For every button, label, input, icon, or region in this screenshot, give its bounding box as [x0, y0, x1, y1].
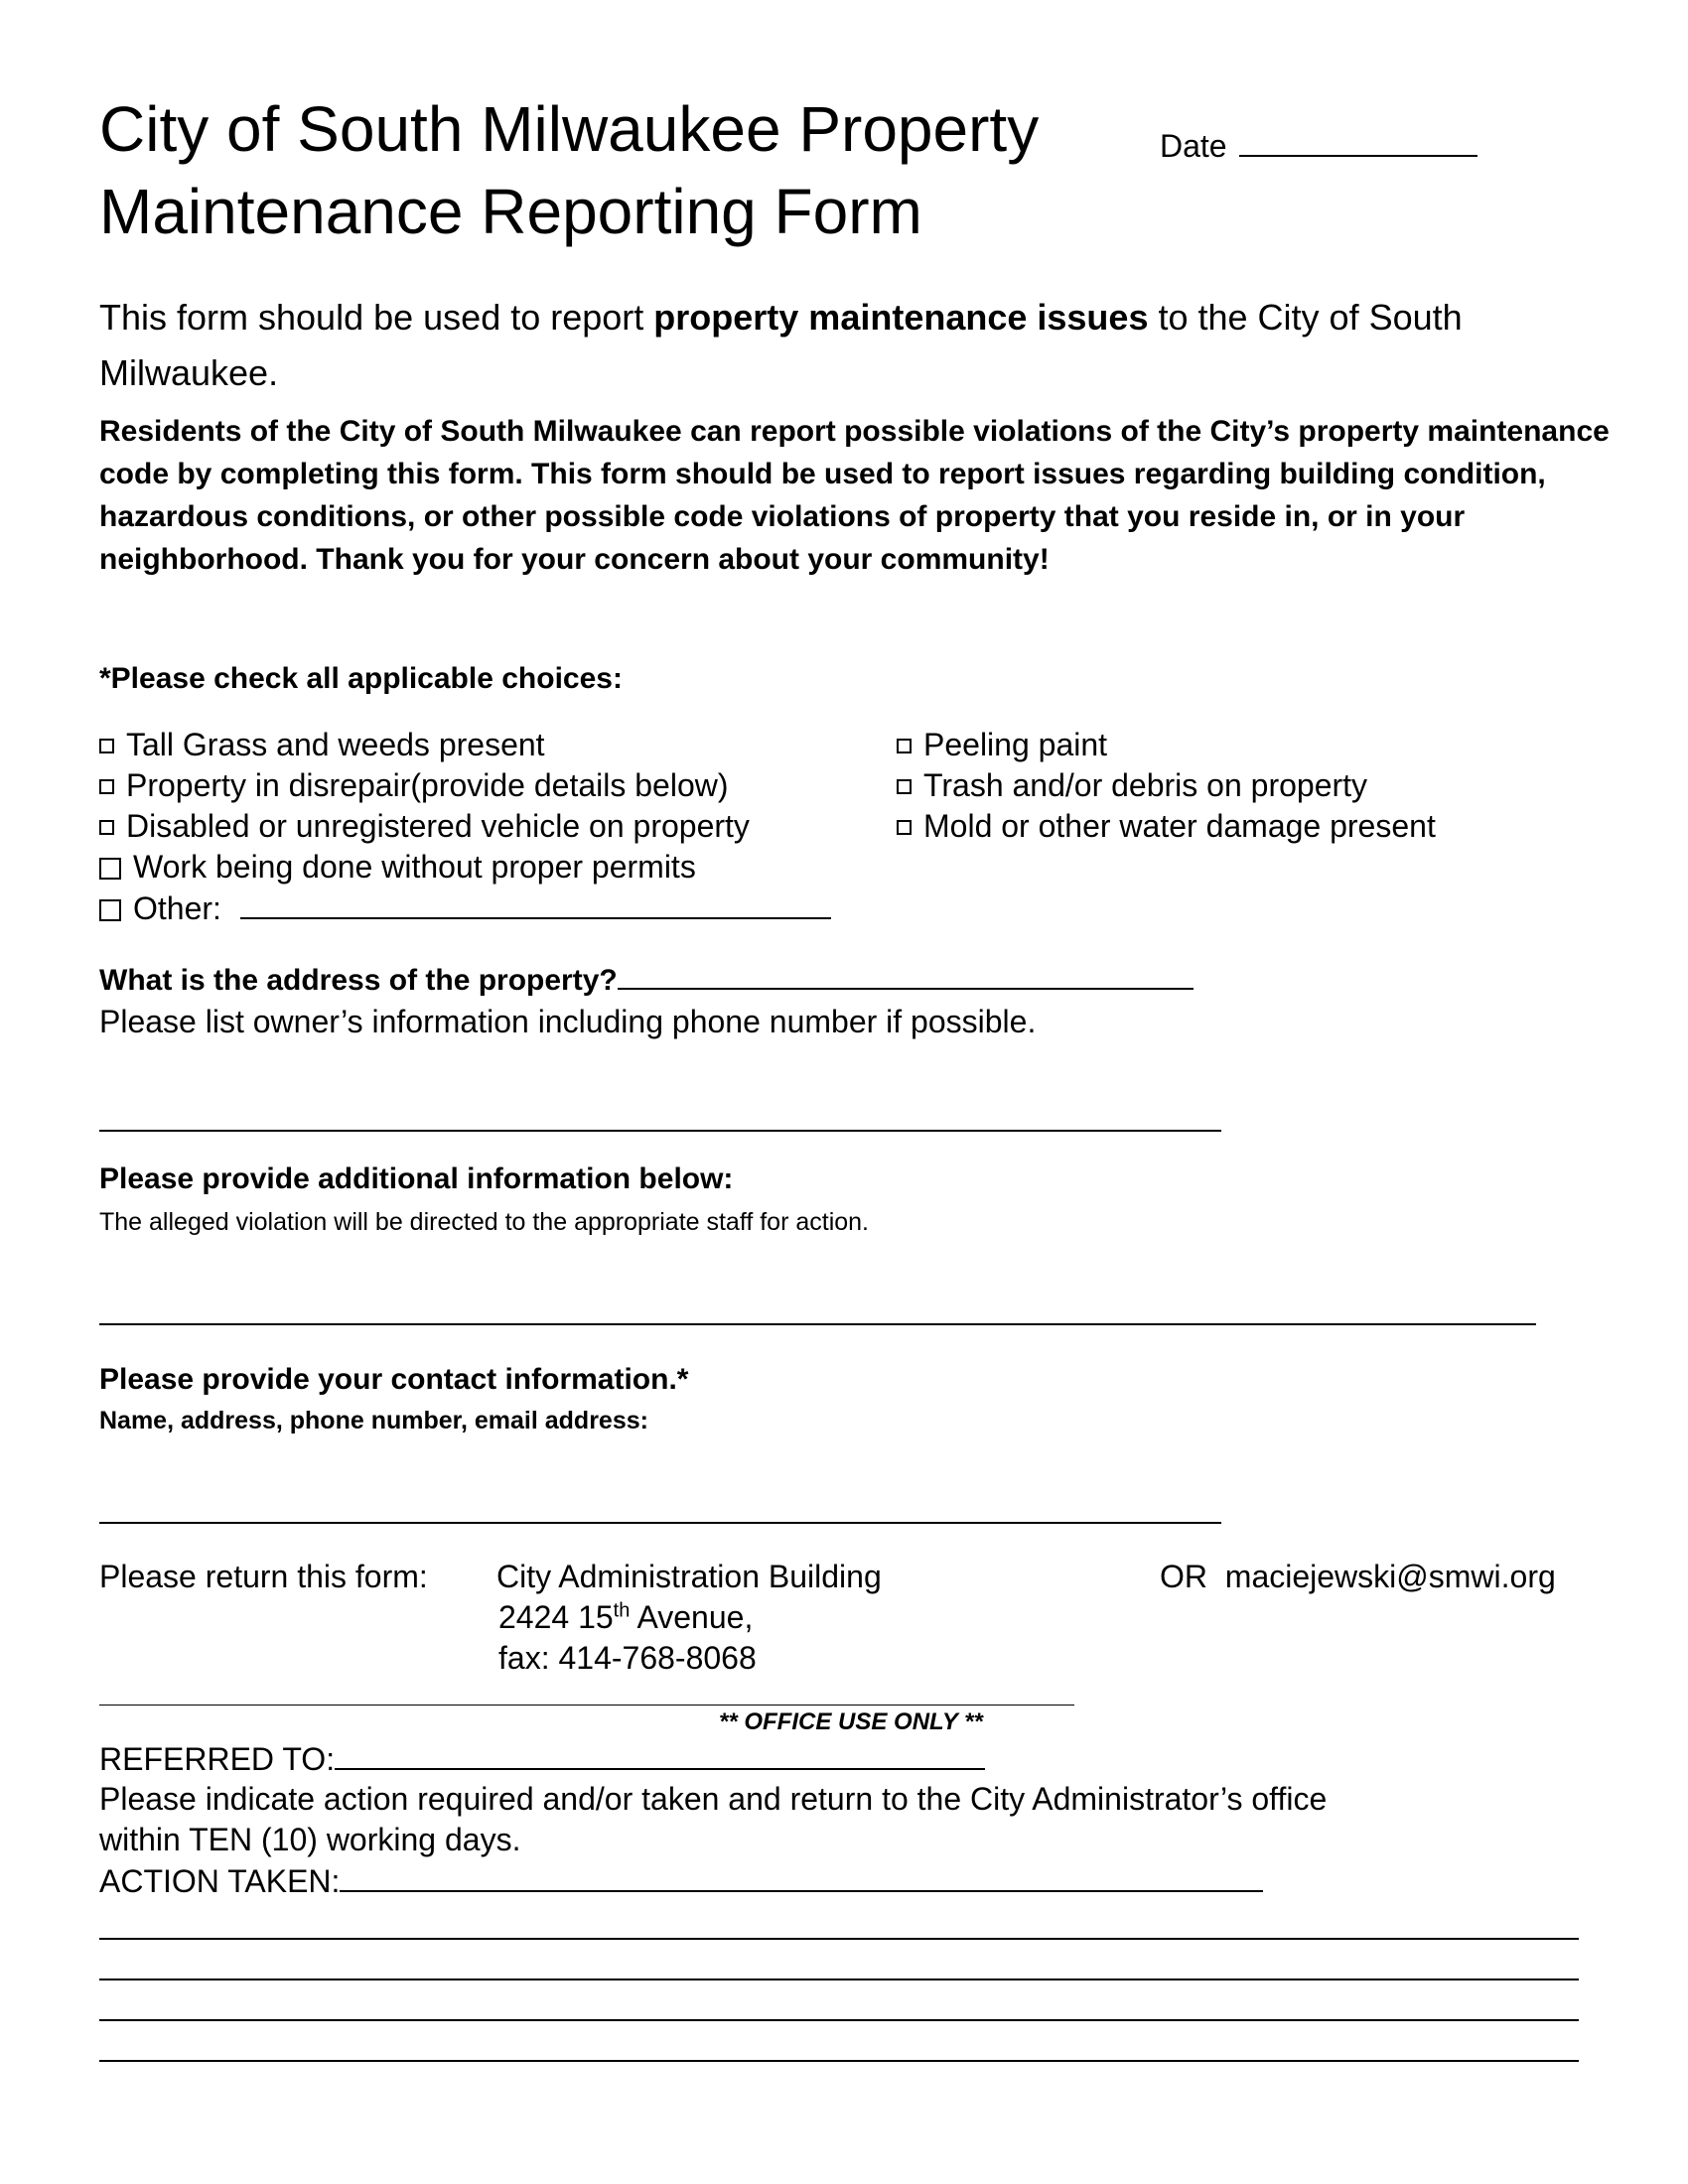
office-instruction-line2: within TEN (10) working days. — [99, 1822, 521, 1857]
checkbox-icon[interactable] — [99, 820, 114, 835]
additional-info-note: The alleged violation will be directed to the appropriate staff for action. — [99, 1208, 869, 1236]
checkbox-icon[interactable] — [99, 858, 121, 880]
choices-heading: *Please check all applicable choices: — [99, 662, 623, 695]
action-line[interactable] — [99, 2060, 1579, 2062]
additional-info-heading: Please provide additional information below: — [99, 1162, 734, 1195]
office-instruction-line1: Please indicate action required and/or taken and return to the City Administrator’s office — [99, 1781, 1328, 1817]
intro-text: This form should be used to report property maintenance issues to the City of South Milwaukee. — [99, 297, 1463, 393]
return-label: Please return this form: — [99, 1559, 428, 1594]
choice-tall-grass[interactable]: Tall Grass and weeds present — [99, 725, 545, 765]
return-email — [1160, 1559, 1556, 1595]
email-link[interactable]: maciejewski@smwi.org — [1224, 1559, 1556, 1594]
contact-info-note: Name, address, phone number, email address: — [99, 1407, 648, 1434]
date-label: Date — [1160, 128, 1227, 164]
page-title-line1: City of South Milwaukee Property — [99, 93, 1040, 165]
choice-work-without-permits[interactable]: Work being done without proper permits — [99, 847, 696, 887]
address-input-line[interactable] — [618, 962, 1194, 990]
action-taken-input-line[interactable] — [340, 1862, 1263, 1892]
choice-trash-debris[interactable]: Trash and/or debris on property — [897, 765, 1367, 806]
return-street: 2424 15th Avenue, — [498, 1599, 754, 1635]
office-use-banner: ** OFFICE USE ONLY ** — [719, 1708, 983, 1735]
checkbox-icon[interactable] — [897, 779, 912, 794]
return-building: City Administration Building — [496, 1559, 882, 1594]
choice-peeling-paint[interactable]: Peeling paint — [897, 725, 1107, 765]
checkbox-icon[interactable] — [99, 899, 121, 921]
date-input-line[interactable] — [1239, 125, 1477, 157]
or-label: OR — [1160, 1559, 1207, 1594]
action-taken-field: ACTION TAKEN: — [99, 1862, 1263, 1900]
action-line[interactable] — [99, 1938, 1579, 1940]
description-paragraph: Residents of the City of South Milwaukee can report possible violations of the City’s property maintenance code by completing this form. This form should be used to report issues regarding building condition, hazardous conditions, or other possible code violations of property that you reside in, or in your neighborhood. Thank you for your concern about your community! — [99, 415, 1610, 576]
checkbox-icon[interactable] — [99, 779, 114, 794]
owner-info-prompt: Please list owner’s information including phone number if possible. — [99, 1004, 1037, 1039]
address-question: What is the address of the property? — [99, 962, 1194, 998]
choice-disabled-vehicle[interactable]: Disabled or unregistered vehicle on property — [99, 806, 750, 847]
choice-property-disrepair[interactable]: Property in disrepair(provide details below) — [99, 765, 729, 806]
referred-to-field: REFERRED TO: — [99, 1740, 985, 1778]
checkbox-icon[interactable] — [897, 739, 912, 753]
action-line[interactable] — [99, 1979, 1579, 1980]
contact-info-heading: Please provide your contact information.* — [99, 1363, 689, 1396]
referred-to-input-line[interactable] — [335, 1740, 985, 1770]
page-title-line2: Maintenance Reporting Form — [99, 176, 922, 247]
action-line[interactable] — [99, 2019, 1579, 2021]
choice-mold-water-damage[interactable]: Mold or other water damage present — [897, 806, 1436, 847]
owner-info-input-line[interactable] — [99, 1130, 1221, 1132]
additional-info-input-line[interactable] — [99, 1323, 1536, 1325]
other-input-line[interactable] — [240, 887, 831, 919]
choice-other[interactable]: Other: — [99, 887, 831, 929]
checkbox-icon[interactable] — [897, 820, 912, 835]
date-field — [1160, 125, 1477, 165]
office-separator — [99, 1705, 1074, 1706]
checkbox-icon[interactable] — [99, 739, 114, 753]
return-fax: fax: 414-768-8068 — [498, 1640, 757, 1676]
intro-emphasis: property maintenance issues — [653, 297, 1149, 338]
contact-info-input-line[interactable] — [99, 1522, 1221, 1524]
